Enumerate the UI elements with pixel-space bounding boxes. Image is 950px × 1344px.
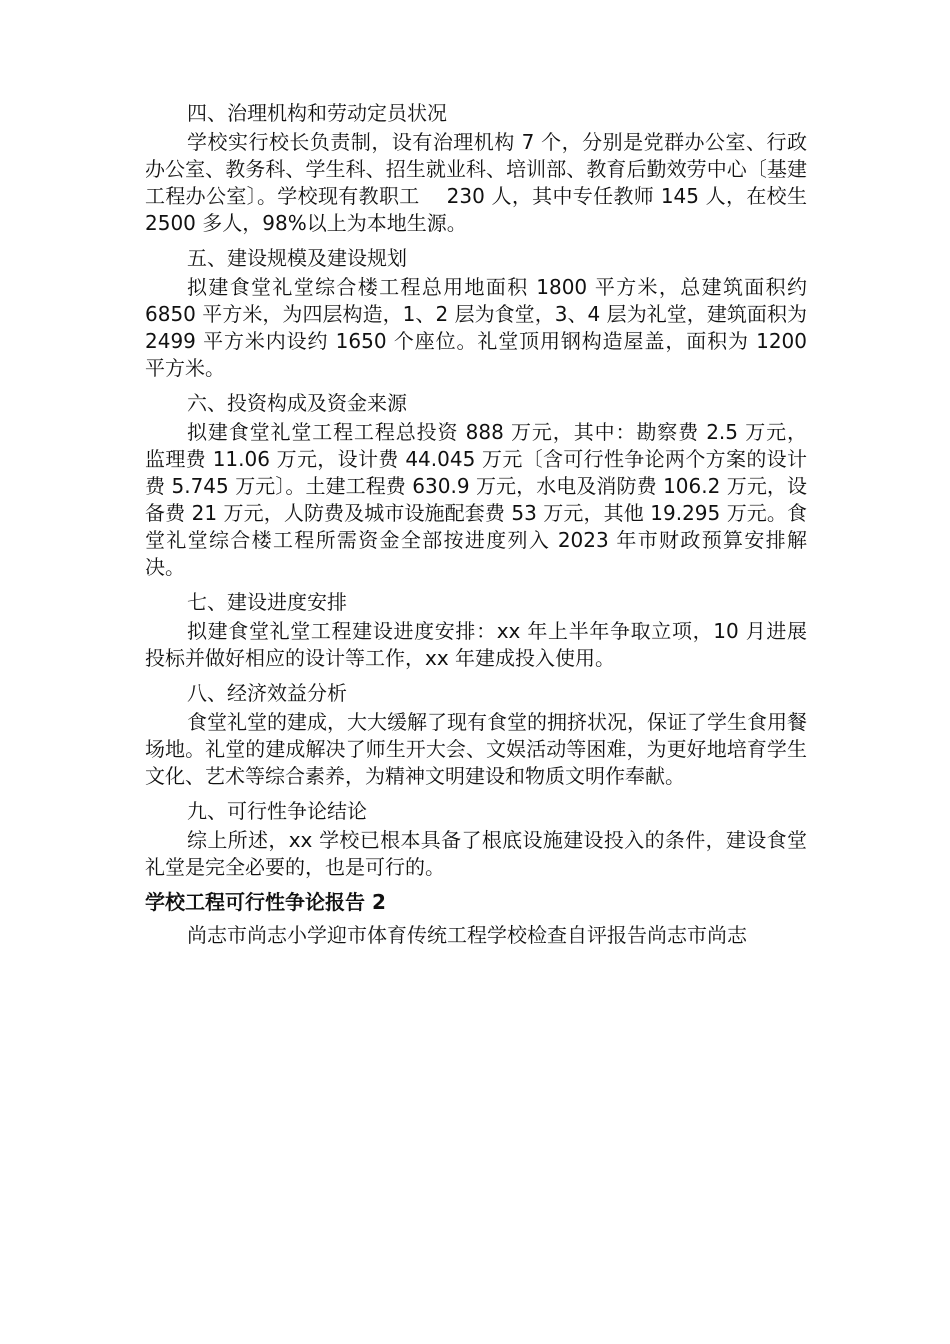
- trailing-paragraph-line: 尚志市尚志小学迎市体育传统工程学校检查自评报告尚志市尚志: [187, 923, 747, 947]
- report-title-2: 学校工程可行性争论报告 2: [145, 890, 386, 914]
- section-6: [145, 390, 807, 581]
- section-heading: 五、建设规模及建设规划: [187, 246, 407, 270]
- section-8: [145, 680, 807, 790]
- section-9: [145, 798, 807, 881]
- section-paragraph: 拟建食堂礼堂工程建设进度安排：xx 年上半年争取立项，10 月进展投标并做好相应的设计等工作，xx 年建成投入使用。: [145, 619, 807, 670]
- section-heading: 七、建设进度安排: [187, 590, 347, 614]
- section-5: [145, 245, 807, 382]
- section-paragraph: 综上所述，xx 学校已根本具备了根底设施建设投入的条件，建设食堂礼堂是完全必要的，也是可行的。: [145, 828, 807, 879]
- section-paragraph: 食堂礼堂的建成，大大缓解了现有食堂的拥挤状况，保证了学生食用餐场地。礼堂的建成解决了师生开大会、文娱活动等困难，为更好地培育学生文化、艺术等综合素养，为精神文明建设和物质文明作奉献。: [145, 710, 807, 788]
- section-7: [145, 589, 807, 672]
- section-4: [145, 100, 807, 237]
- section-heading: 四、治理机构和劳动定员状况: [187, 101, 447, 125]
- section-heading: 八、经济效益分析: [187, 681, 347, 705]
- section-paragraph: 拟建食堂礼堂综合楼工程总用地面积 1800 平方米，总建筑面积约 6850 平方米，为四层构造，1、2 层为食堂，3、4 层为礼堂，建筑面积为 2499 平方米内设约 1650 个座位。礼堂顶用钢构造屋盖，面积为 1200 平方米。: [145, 275, 807, 380]
- section-paragraph: 拟建食堂礼堂工程工程总投资 888 万元，其中：勘察费 2.5 万元， 监理费 11.06 万元，设计费 44.045 万元〔含可行性争论两个方案的设计费 5.745 万元〕。土建工程费 630.9 万元，水电及消防费 106.2 万元，设备费 21 万元，人防费及城市设施配套费 53 万元，其他 19.295 万元。食堂礼堂综合楼工程所需资金全部按进度列入 2023 年市财政预算安排解决。: [145, 420, 807, 579]
- section-paragraph: 学校实行校长负责制，设有治理机构 7 个，分别是党群办公室、行政办公室、教务科、学生科、招生就业科、培训部、教育后勤效劳中心〔基建工程办公室〕。学校现有教职工 230 人，其中专任教师 145 人，在校生 2500 多人，98%以上为本地生源。: [145, 130, 807, 235]
- section-heading: 九、可行性争论结论: [187, 799, 367, 823]
- section-heading: 六、投资构成及资金来源: [187, 391, 407, 415]
- document-page: [145, 100, 807, 949]
